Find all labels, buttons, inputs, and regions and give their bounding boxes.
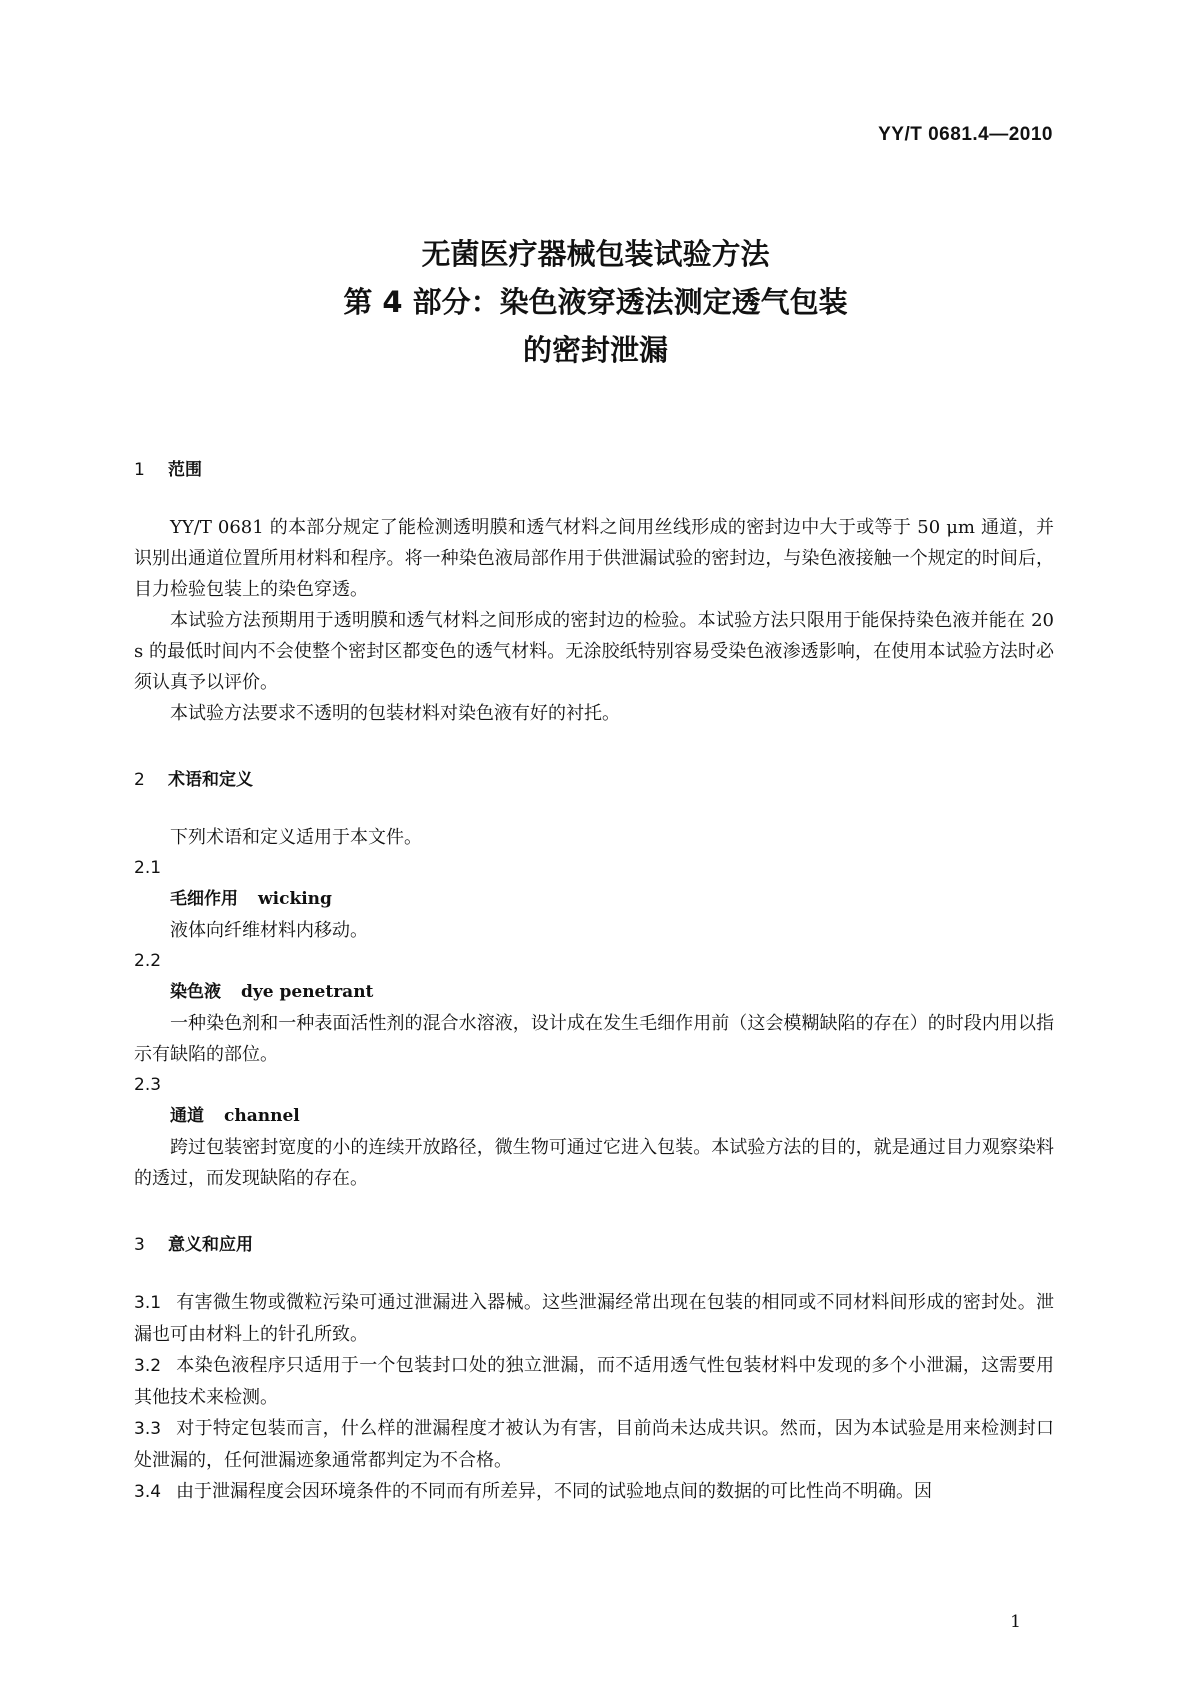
document-body: [134, 455, 1054, 1508]
clause-number: 3.2: [134, 1356, 162, 1376]
scope-paragraph-3: 本试验方法要求不透明的包装材料对染色液有好的衬托。: [170, 703, 620, 724]
document-title: [0, 230, 1191, 374]
clause-text: 对于特定包装而言，什么样的泄漏程度才被认为有害，目前尚未达成共识。然而，因为本试验是用来检测封口处泄漏的，任何泄漏迹象通常都判定为不合格。: [134, 1418, 1054, 1471]
term-en: dye penetrant: [241, 982, 374, 1002]
scope-paragraph-1: YY/T 0681 的本部分规定了能检测透明膜和透气材料之间用丝线形成的密封边中大于或等于 50 μm 通道，并识别出通道位置所用材料和程序。将一种染色液局部作用于供泄漏试验的密封边，与染色液接触一个规定的时间后，目力检验包装上的染色穿透。: [134, 517, 1054, 600]
clause-3-3: [134, 1413, 1054, 1476]
term-en: channel: [224, 1106, 300, 1126]
clause-number: 3.4: [134, 1482, 162, 1502]
title-line-1: 无菌医疗器械包装试验方法: [421, 237, 770, 271]
term-heading: [134, 977, 1054, 1008]
term-number: 2.3: [134, 1075, 162, 1095]
standard-code: YY/T 0681.4—2010: [878, 124, 1053, 145]
section-title: 范围: [168, 460, 202, 480]
clause-3-1: [134, 1287, 1054, 1350]
term-zh: 染色液: [170, 982, 221, 1002]
section-number: 3: [134, 1235, 145, 1255]
section-3-heading: [134, 1230, 1054, 1261]
terms-intro: 下列术语和定义适用于本文件。: [170, 827, 422, 848]
clause-text: 本染色液程序只适用于一个包装封口处的独立泄漏，而不适用透气性包装材料中发现的多个小泄漏，这需要用其他技术来检测。: [134, 1355, 1054, 1408]
scope-paragraph-2: 本试验方法预期用于透明膜和透气材料之间形成的密封边的检验。本试验方法只限用于能保持染色液并能在 20 s 的最低时间内不会使整个密封区都变色的透气材料。无涂胶纸特别容易受染色液渗透影响，在使用本试验方法时必须认真予以评价。: [134, 610, 1054, 693]
page-number: 1: [1010, 1612, 1021, 1632]
term-en: wicking: [258, 889, 332, 909]
clause-text: 由于泄漏程度会因环境条件的不同而有所差异，不同的试验地点间的数据的可比性尚不明确。因: [176, 1481, 932, 1502]
term-definition: 一种染色剂和一种表面活性剂的混合水溶液，设计成在发生毛细作用前（这会模糊缺陷的存在）的时段内用以指示有缺陷的部位。: [134, 1013, 1054, 1065]
clause-number: 3.3: [134, 1419, 162, 1439]
clause-3-4: [134, 1476, 1054, 1508]
term-heading: [134, 884, 1054, 915]
term-number: 2.1: [134, 858, 162, 878]
clause-text: 有害微生物或微粒污染可通过泄漏进入器械。这些泄漏经常出现在包装的相同或不同材料间形成的密封处。泄漏也可由材料上的针孔所致。: [134, 1292, 1054, 1345]
term-heading: [134, 1101, 1054, 1132]
term-definition: 跨过包装密封宽度的小的连续开放路径，微生物可通过它进入包装。本试验方法的目的，就是通过目力观察染料的透过，而发现缺陷的存在。: [134, 1137, 1054, 1189]
section-1-heading: [134, 455, 1054, 486]
section-number: 1: [134, 460, 145, 480]
term-number: 2.2: [134, 951, 162, 971]
title-line-2: 第 4 部分：染色液穿透法测定透气包装: [343, 285, 848, 319]
section-2-heading: [134, 765, 1054, 796]
section-title: 意义和应用: [168, 1235, 253, 1255]
section-number: 2: [134, 770, 145, 790]
clause-number: 3.1: [134, 1293, 162, 1313]
clause-3-2: [134, 1350, 1054, 1413]
term-zh: 通道: [170, 1106, 204, 1126]
title-line-3: 的密封泄漏: [522, 333, 668, 367]
section-title: 术语和定义: [168, 770, 253, 790]
term-definition: 液体向纤维材料内移动。: [170, 920, 368, 941]
term-zh: 毛细作用: [170, 889, 238, 909]
